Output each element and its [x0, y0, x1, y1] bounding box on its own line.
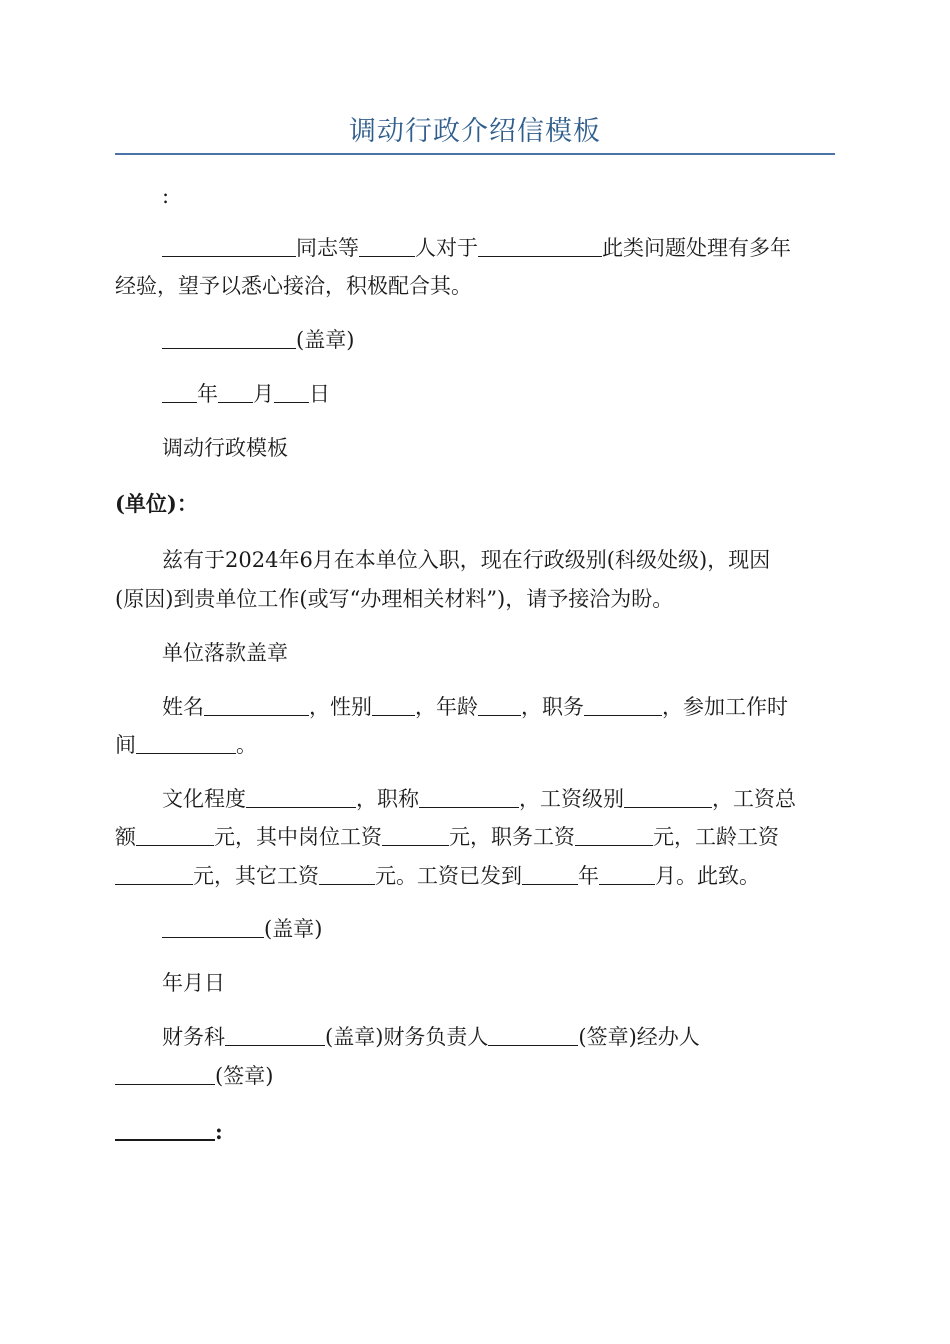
blank-salary-level: [624, 781, 712, 808]
blank-issue: [478, 230, 602, 257]
blank-seal-unit: [162, 322, 296, 349]
blank-month: [218, 376, 253, 403]
blank-count: [359, 230, 415, 257]
blank-education: [246, 781, 356, 808]
blank-age: [478, 689, 521, 716]
blank-post-salary: [382, 819, 449, 846]
text-day: 日: [309, 382, 330, 406]
blank-paid-year: [522, 858, 578, 885]
text-period: 。: [236, 733, 257, 757]
blank-person-name: [204, 689, 309, 716]
blank-other-salary: [319, 858, 375, 885]
text-education: 文化程度: [162, 787, 246, 811]
text-request: 经验，望予以悉心接洽，积极配合其。: [115, 274, 472, 298]
unit-signature: 单位落款盖章: [162, 641, 288, 665]
text-finance-head: (盖章)财务负责人: [325, 1025, 489, 1049]
blank-year: [162, 376, 197, 403]
text-salary-level: ，工资级别: [519, 787, 624, 811]
closing-line: [115, 1113, 835, 1151]
greeting-colon: :: [162, 184, 170, 208]
blank-seal-unit-2: [162, 911, 264, 938]
seal-line-2: [115, 910, 882, 948]
document-title: 调动行政介绍信模板: [349, 116, 601, 147]
paragraph-1-line-1: [115, 229, 882, 267]
date-line-1: [115, 375, 882, 413]
text-seal: (盖章): [296, 328, 355, 352]
title-underline: [115, 153, 835, 155]
text-title: ，职称: [356, 787, 419, 811]
text-other-salary: 元，其它工资: [193, 864, 319, 888]
section-title: 调动行政模板: [162, 436, 288, 460]
text-time-suffix: 间: [115, 733, 136, 757]
text-position: ，职务: [521, 695, 584, 719]
blank-finance-head: [488, 1019, 578, 1046]
blank-handler: [115, 1058, 215, 1085]
finance-line-2: [115, 1057, 835, 1095]
text-seal-2: (盖章): [264, 917, 323, 941]
blank-title: [419, 781, 519, 808]
text-handler-sign: (签章): [215, 1064, 274, 1088]
text-post-salary: 元，其中岗位工资: [214, 825, 382, 849]
paragraph-2-line-2: (原因)到贵单位工作(或写“办理相关材料”)，请予接洽为盼。: [115, 587, 674, 611]
text-month: 月: [253, 382, 274, 406]
text-gender: ，性别: [309, 695, 372, 719]
text-handler: (签章)经办人: [578, 1025, 700, 1049]
paragraph-3-line-1: [115, 688, 882, 726]
paragraph-4-line-2: [115, 818, 835, 856]
paragraph-4-line-3: [115, 857, 835, 895]
paragraph-3-line-2: [115, 726, 835, 764]
date-line-2: 年月日: [162, 971, 225, 995]
text-amount: 额: [115, 825, 136, 849]
text-experience: 此类问题处理有多年: [602, 236, 791, 260]
blank-name: [162, 230, 296, 257]
unit-label: (单位)：: [115, 491, 198, 516]
text-work-time: ，参加工作时: [662, 695, 788, 719]
text-salary-total: ，工资总: [712, 787, 796, 811]
text-age: ，年龄: [415, 695, 478, 719]
text-closing: 月。此致。: [655, 864, 760, 888]
blank-duty-salary: [575, 819, 653, 846]
text-year: 年: [197, 382, 218, 406]
seal-line-1: [115, 321, 882, 359]
paragraph-2-line-1: 兹有于2024年6月在本单位入职，现在行政级别(科级处级)，现因: [162, 548, 771, 572]
blank-position: [584, 689, 662, 716]
text-seniority-salary: 元，工龄工资: [653, 825, 779, 849]
text-comrade: 同志等: [296, 236, 359, 260]
blank-work-time: [136, 727, 236, 754]
text-paid-year: 年: [578, 864, 599, 888]
blank-paid-month: [599, 858, 655, 885]
blank-finance-dept: [225, 1019, 325, 1046]
greeting-line: [115, 177, 882, 215]
text-name: 姓名: [162, 695, 204, 719]
text-duty-salary: 元，职务工资: [449, 825, 575, 849]
blank-recipient: [115, 1113, 215, 1141]
blank-day: [274, 376, 309, 403]
text-finance-dept: 财务科: [162, 1025, 225, 1049]
text-regarding: 人对于: [415, 236, 478, 260]
text-paid-until: 元。工资已发到: [375, 864, 522, 888]
blank-total: [136, 819, 214, 846]
finance-line-1: [115, 1018, 882, 1056]
paragraph-4-line-1: [115, 780, 882, 818]
closing-colon: :: [215, 1119, 223, 1144]
blank-seniority-salary: [115, 858, 193, 885]
blank-gender: [372, 689, 415, 716]
paragraph-1-line-2: [115, 267, 835, 305]
